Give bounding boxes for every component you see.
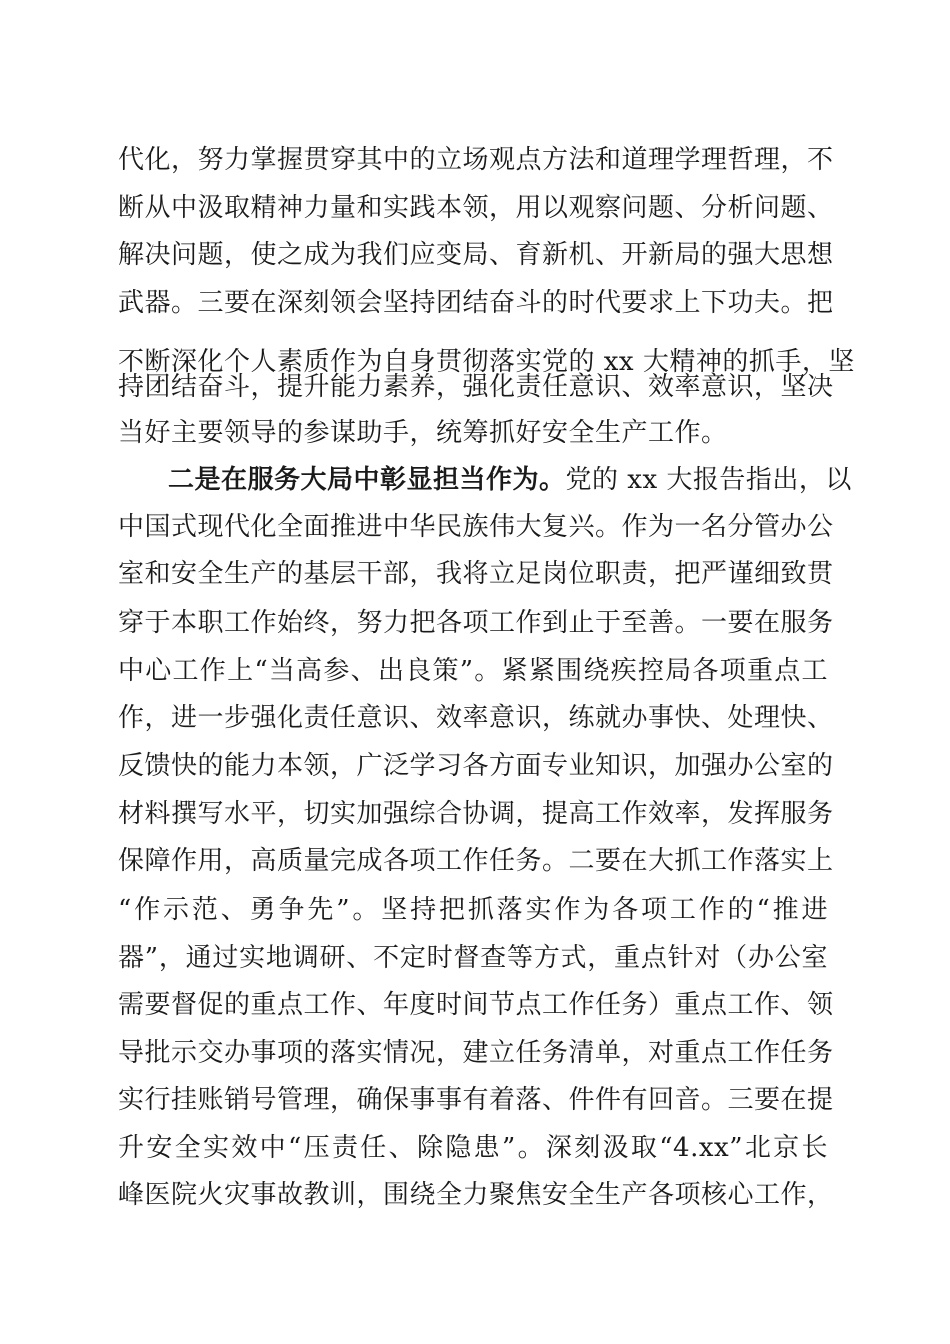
text-line: 中心工作上“当高参、出良策”。紧紧围绕疾控局各项重点工: [118, 656, 828, 686]
text-line: “作示范、勇争先”。坚持把抓落实作为各项工作的“推进: [118, 895, 828, 925]
text-line: 穿于本职工作始终，努力把各项工作到止于至善。一要在服务: [118, 608, 834, 638]
text-line: 升安全实效中“压责任、除隐患”。深刻汲取“4.xx”北京长: [118, 1133, 828, 1163]
text-line: 实行挂账销号管理，确保事事有着落、件件有回音。三要在提: [118, 1085, 834, 1115]
text-line: 不断深化个人素质作为自身贯彻落实党的 xx 大精神的抓手，坚: [118, 347, 855, 377]
text-line: 反馈快的能力本领，广泛学习各方面专业知识，加强办公室的: [118, 751, 834, 781]
paragraph-heading-line: [168, 457, 852, 503]
text-line: 解决问题，使之成为我们应变局、育新机、开新局的强大思想: [118, 240, 834, 270]
text-line: 保障作用，高质量完成各项工作任务。二要在大抓工作落实上: [118, 846, 834, 876]
text-line: 器”，通过实地调研、不定时督查等方式，重点针对（办公室: [118, 943, 828, 973]
text-line: 中国式现代化全面推进中华民族伟大复兴。作为一名分管办公: [118, 512, 834, 542]
text-line: 导批示交办事项的落实情况，建立任务清单，对重点工作任务: [118, 1038, 834, 1068]
text-line: 当好主要领导的参谋助手，统筹抓好安全生产工作。: [118, 418, 728, 448]
text-line: 峰医院火灾事故教训，围绕全力聚焦安全生产各项核心工作，: [118, 1180, 834, 1210]
text-line: 持团结奋斗，提升能力素养，强化责任意识、效率意识，坚决: [118, 372, 834, 402]
text-line: 需要督促的重点工作、年度时间节点工作任务）重点工作、领: [118, 990, 834, 1020]
paragraph-heading: 二是在服务大局中彰显担当作为。: [168, 465, 566, 495]
text-line: 作，进一步强化责任意识、效率意识，练就办事快、处理快、: [118, 703, 834, 733]
text-line: 室和安全生产的基层干部，我将立足岗位职责，把严谨细致贯: [118, 559, 834, 589]
text-line: 断从中汲取精神力量和实践本领，用以观察问题、分析问题、: [118, 193, 834, 223]
text-line: 材料撰写水平，切实加强综合协调，提高工作效率，发挥服务: [118, 799, 834, 829]
text-line: 代化，努力掌握贯穿其中的立场观点方法和道理学理哲理，不: [118, 145, 834, 175]
text-line: 武器。三要在深刻领会坚持团结奋斗的时代要求上下功夫。把: [118, 288, 834, 318]
paragraph-text: 党的 xx 大报告指出，以: [565, 465, 852, 495]
